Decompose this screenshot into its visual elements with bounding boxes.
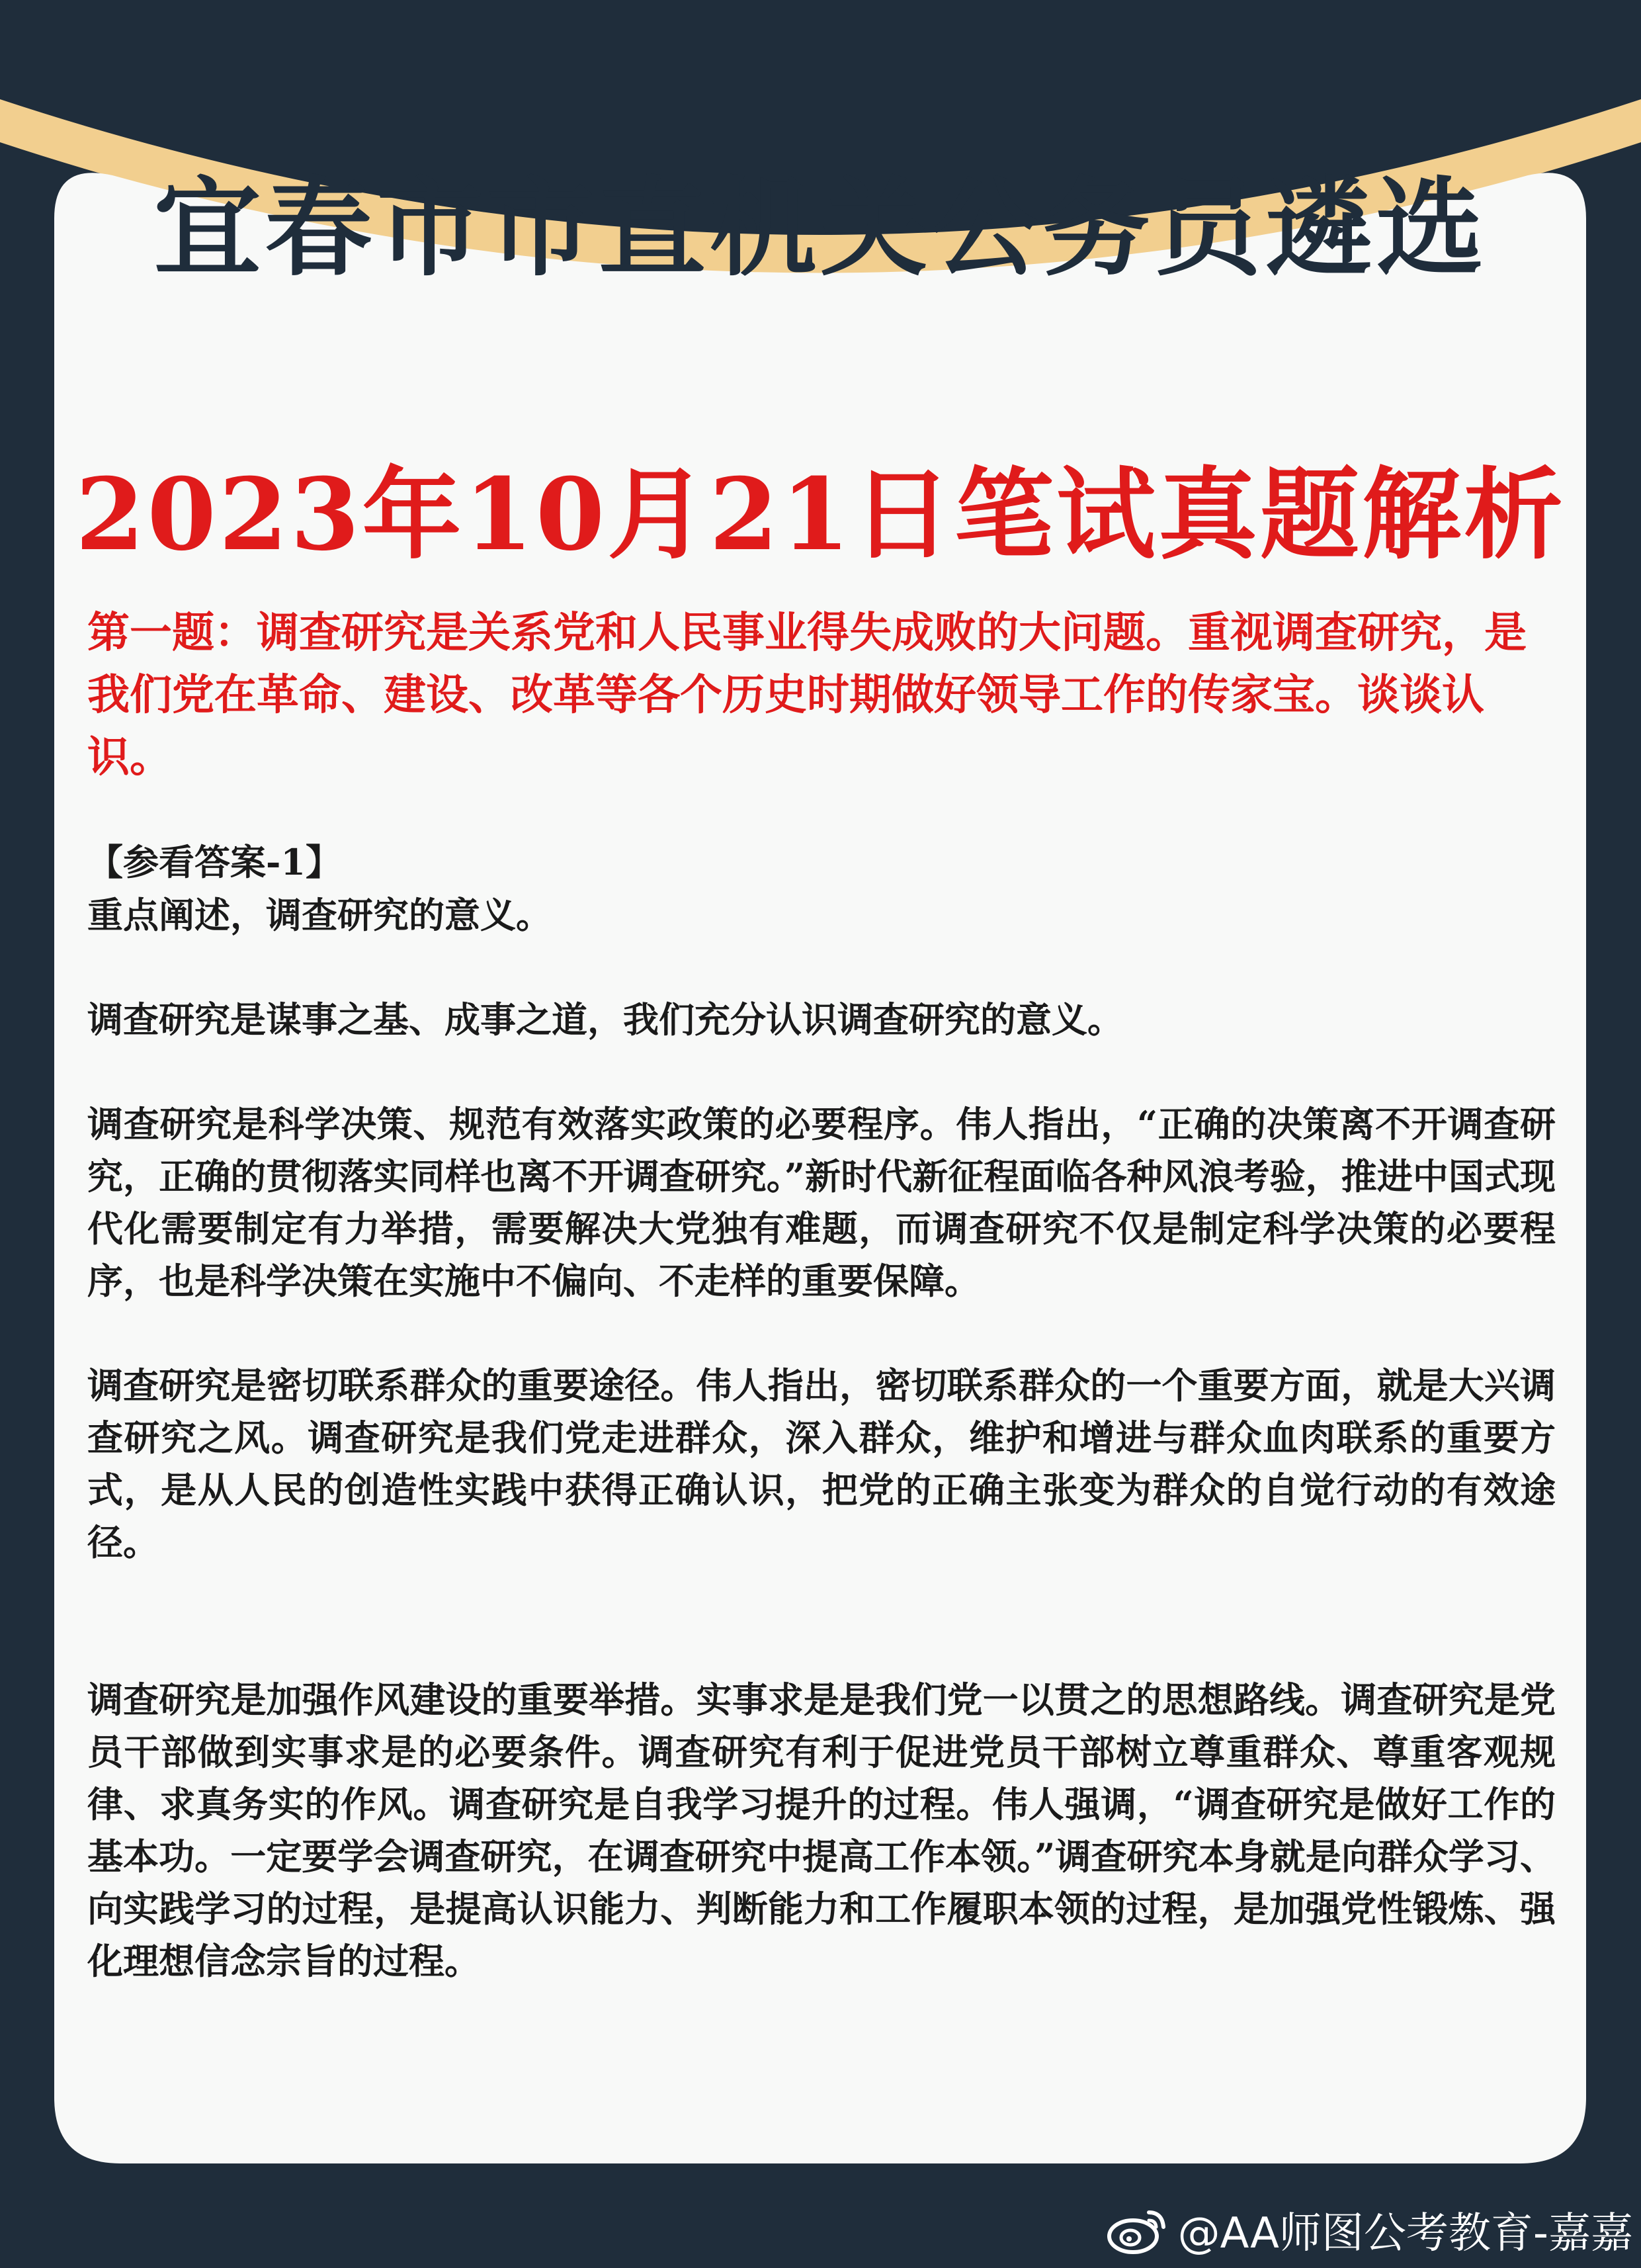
spacer — [87, 1621, 1556, 1674]
paragraph-intro: 重点阐述，调查研究的意义。 — [87, 894, 552, 936]
watermark — [1105, 2197, 1633, 2263]
article-body — [87, 602, 1556, 2040]
watermark-text: @AA师图公考教育-嘉嘉 — [1177, 2209, 1633, 2258]
paragraph-summary: 调查研究是谋事之基、成事之道，我们充分认识调查研究的意义。 — [87, 998, 1123, 1041]
paragraph-decision: 调查研究是科学决策、规范有效落实政策的必要程序。伟人指出，“正确的决策离不开调查研究，正确的贯彻落实同样也离不开调查研究。”新时代新征程面临各种风浪考验，推进中国式现代化需要制定有力举措，需要解决大党独有难题，而调查研究不仅是制定科学决策的必要程序，也是科学决策在实施中不偏向、不走样的重要保障。 — [87, 1103, 1556, 1302]
weibo-icon — [1105, 2203, 1169, 2256]
page-subtitle: 2023年10月21日笔试真题解析 — [75, 457, 1566, 573]
page-title: 宜春市市直机关公务员遴选 — [153, 165, 1488, 291]
question-text: 第一题：调查研究是关系党和人民事业得失成败的大问题。重视调查研究，是我们党在革命、建设、改革等各个历史时期做好领导工作的传家宝。谈谈认识。 — [87, 608, 1527, 782]
paragraph-masses: 调查研究是密切联系群众的重要途径。伟人指出，密切联系群众的一个重要方面，就是大兴调查研究之风。调查研究是我们党走进群众，深入群众，维护和增进与群众血肉联系的重要方式，是从人民的创造性实践中获得正确认识，把党的正确主张变为群众的自觉行动的有效途径。 — [87, 1364, 1556, 1563]
answer-label: 【参看答案-1】 — [87, 841, 341, 883]
paragraph-workstyle: 调查研究是加强作风建设的重要举措。实事求是是我们党一以贯之的思想路线。调查研究是党员干部做到实事求是的必要条件。调查研究有利于促进党员干部树立尊重群众、尊重客观规律、求真务实的作风。调查研究是自我学习提升的过程。伟人强调，“调查研究是做好工作的基本功。一定要学会调查研究，在调查研究中提高工作本领。”调查研究本身就是向群众学习、向实践学习的过程，是提高认识能力、判断能力和工作履职本领的过程，是加强党性锻炼、强化理想信念宗旨的过程。 — [87, 1679, 1556, 1982]
